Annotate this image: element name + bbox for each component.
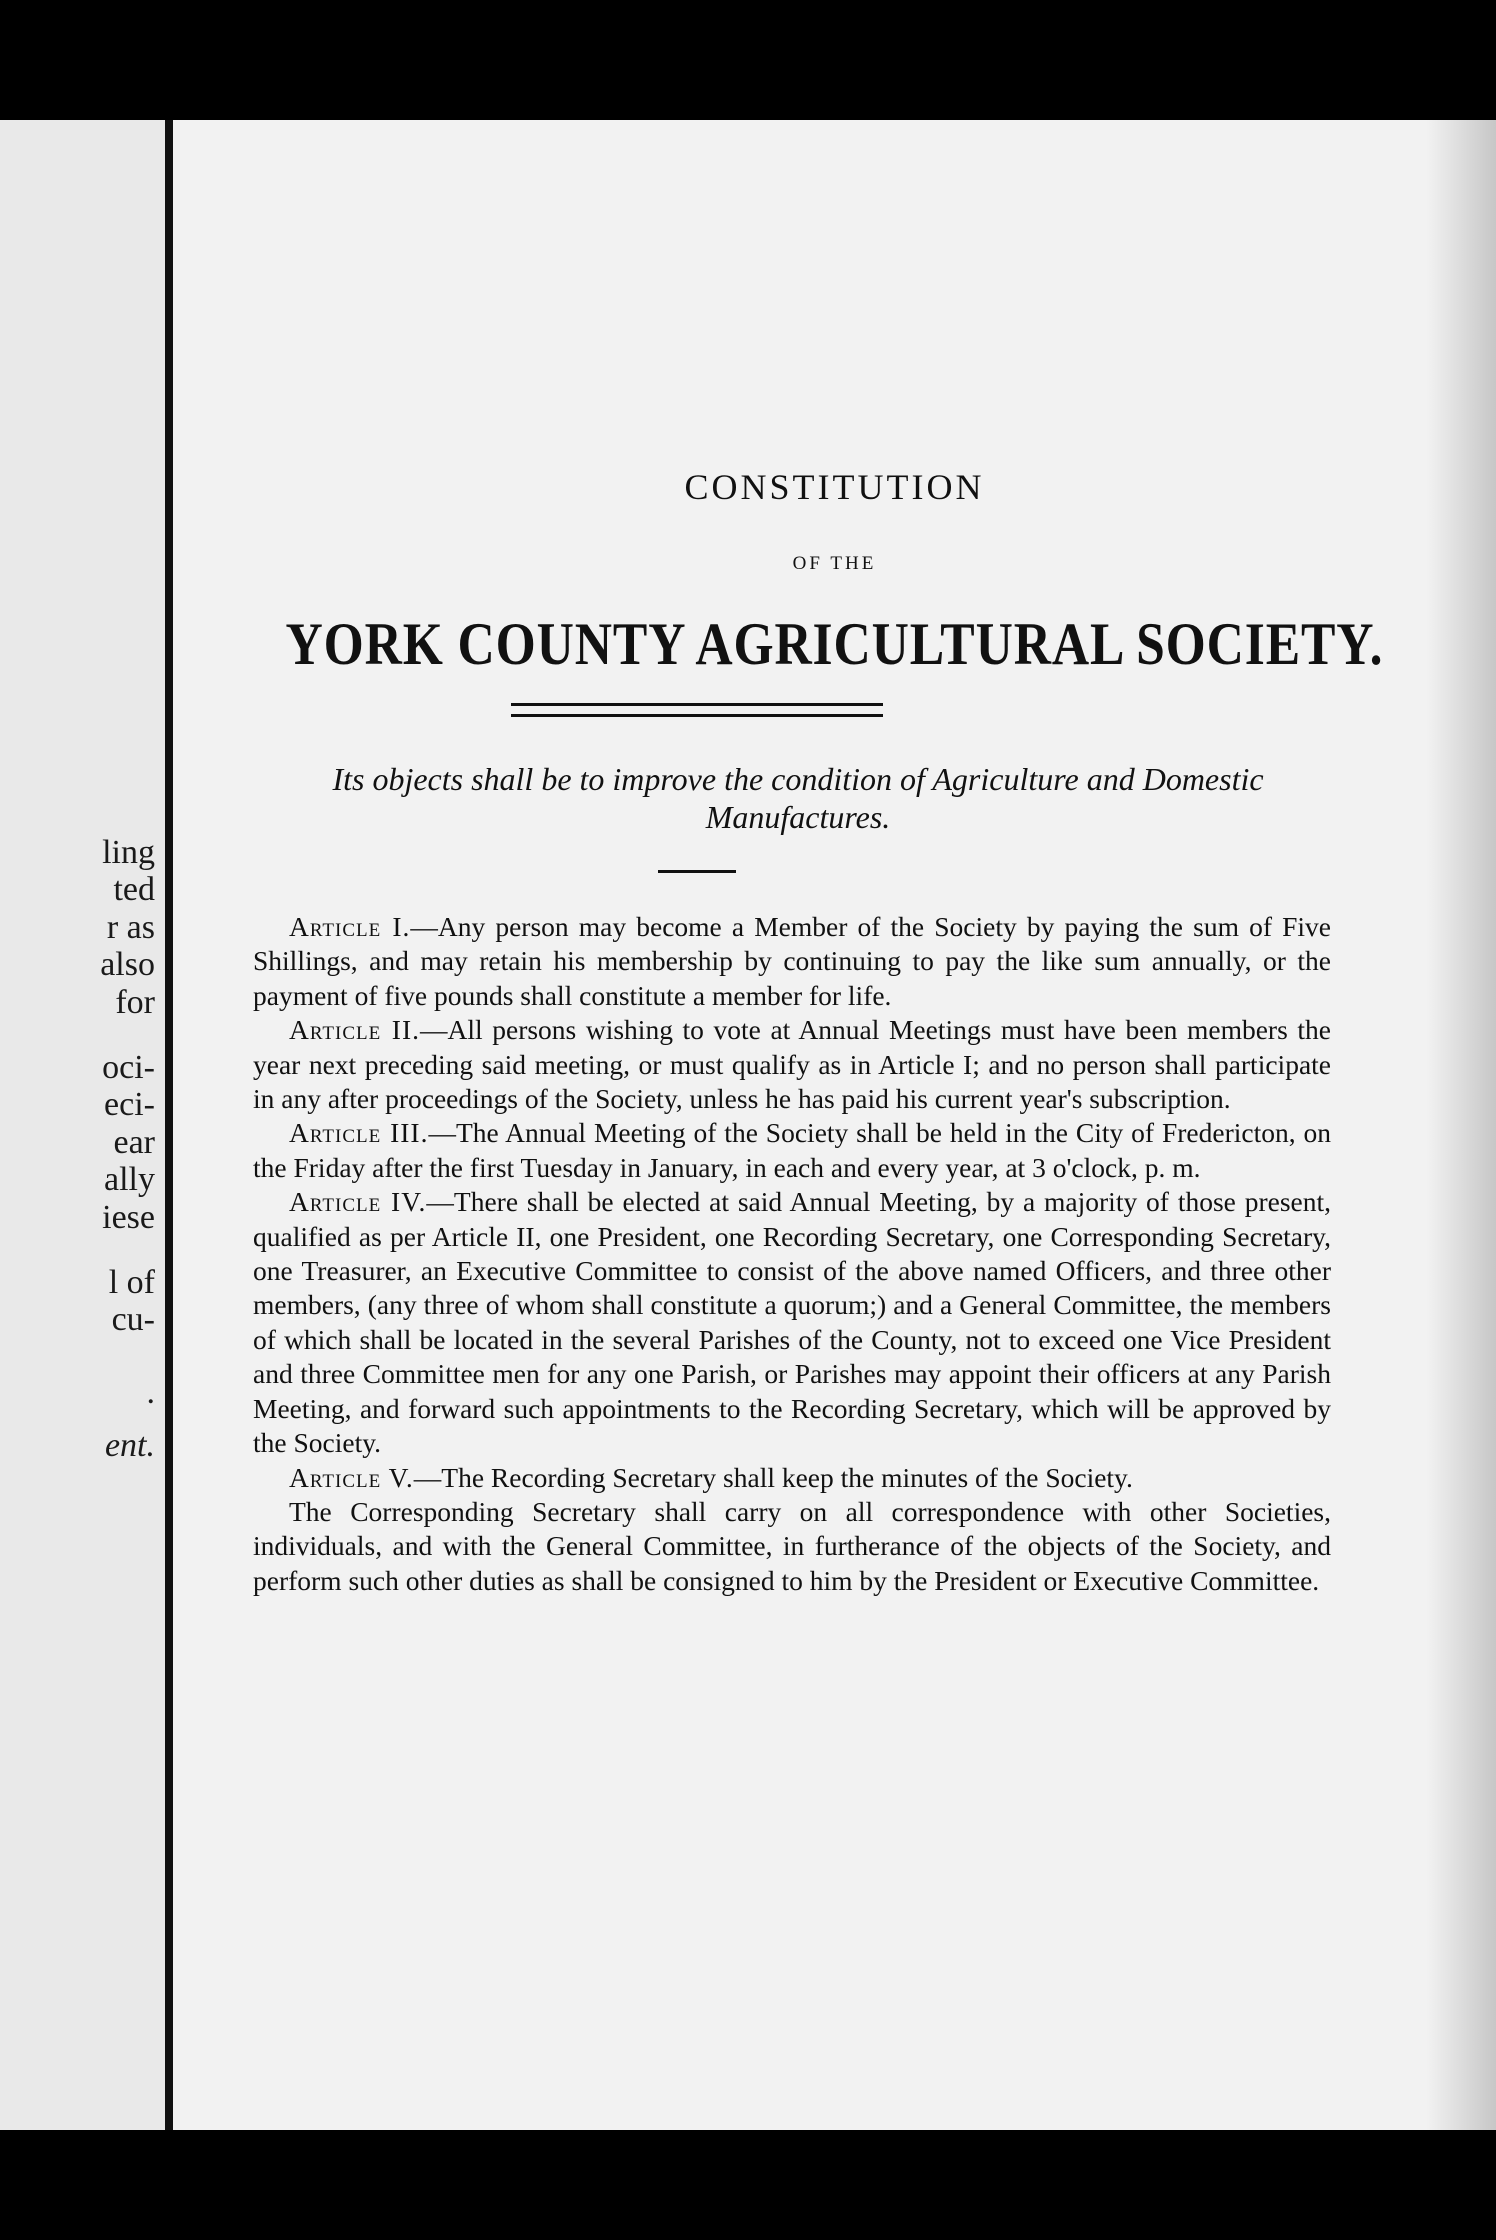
facing-page-fragment: ally (104, 1161, 155, 1198)
document-page (173, 120, 1496, 2130)
scan-border-bottom (0, 2130, 1496, 2240)
article-label: Article III. (289, 1117, 429, 1149)
page-edge-shadow (1426, 120, 1496, 2130)
facing-page-fragment: . (146, 1374, 155, 1411)
facing-page-fragment: ling (102, 834, 155, 871)
facing-page-fragment: l of (108, 1264, 155, 1301)
facing-page-fragment: ted (113, 871, 155, 908)
double-rule-divider (511, 703, 883, 717)
article-paragraph (253, 1461, 1331, 1495)
article-text: —There shall be elected at said Annual Meeting, by a majority of those present, qualified as per Article II, one President, one Recording Secretary, one Corresponding Secretary, one Treasurer, an Executive Committee to consist of the above named Officers, and three other members, (any three of whom shall constitute a quorum;) and a General Committee, the members of which shall be located in the several Parishes of the County, not to exceed one Vice President and three Committee men for any one Parish, or Parishes may appoint their officers at any Parish Meeting, and forward such appointments to the Recording Secretary, which will be approved by the Society. (253, 1186, 1331, 1459)
facing-page-fragment: for (115, 984, 155, 1021)
facing-page-fragment: eci- (104, 1086, 155, 1123)
article-paragraph (253, 910, 1331, 1013)
facing-page-fragment: ent. (104, 1427, 155, 1464)
short-rule-divider (658, 870, 736, 873)
article-label: Article IV. (289, 1186, 427, 1218)
heading-society-name: YORK COUNTY AGRICULTURAL SOCIETY. (285, 611, 1384, 677)
facing-page-fragment: oci- (102, 1049, 155, 1086)
book-gutter (165, 120, 173, 2130)
article-text: —The Annual Meeting of the Society shall be held in the City of Fredericton, on the Friday after the first Tuesday in January, in each and every year, at 3 o'clock, p. m. (253, 1117, 1332, 1183)
article-text: —The Recording Secretary shall keep the minutes of the Society. (413, 1461, 1133, 1493)
facing-page-fragment: iese (102, 1199, 155, 1236)
article-label: Article V. (289, 1461, 414, 1493)
articles-body (253, 910, 1331, 1598)
facing-page-fragment: ear (113, 1124, 155, 1161)
facing-page-fragment: cu- (111, 1301, 155, 1338)
article-paragraph (253, 1185, 1331, 1460)
article-paragraph (253, 1116, 1331, 1185)
facing-page-edge (0, 120, 165, 2130)
heading-constitution: CONSTITUTION (684, 467, 985, 507)
scan-border-top (0, 0, 1496, 120)
article-paragraph (253, 1495, 1331, 1598)
article-label: Article II. (289, 1014, 420, 1046)
article-text: —Any person may become a Member of the Society by paying the sum of Five Shillings, and may retain his membership by continuing to pay the like sum annually, or the payment of five pounds shall constitute a member for life. (253, 911, 1331, 1011)
article-text: The Corresponding Secretary shall carry on all correspondence with other Societies, individuals, and with the General Committee, in furtherance of the objects of the Society, and perform such other duties as shall be consigned to him by the President or Executive Committee. (253, 1495, 1331, 1596)
article-paragraph (253, 1013, 1331, 1116)
heading-of-the: OF THE (792, 553, 877, 574)
facing-page-fragment: also (100, 946, 155, 983)
article-label: Article I. (289, 911, 411, 942)
facing-page-fragment: r as (106, 909, 155, 946)
objects-statement: Its objects shall be to improve the condition of Agriculture and Domestic Manufactures. (332, 761, 1264, 835)
article-text: —All persons wishing to vote at Annual Meetings must have been members the year next preceding said meeting, or must qualify as in Article I; and no person shall participate in any after proceedings of the Society, unless he has paid his current year's subscription. (253, 1014, 1331, 1115)
